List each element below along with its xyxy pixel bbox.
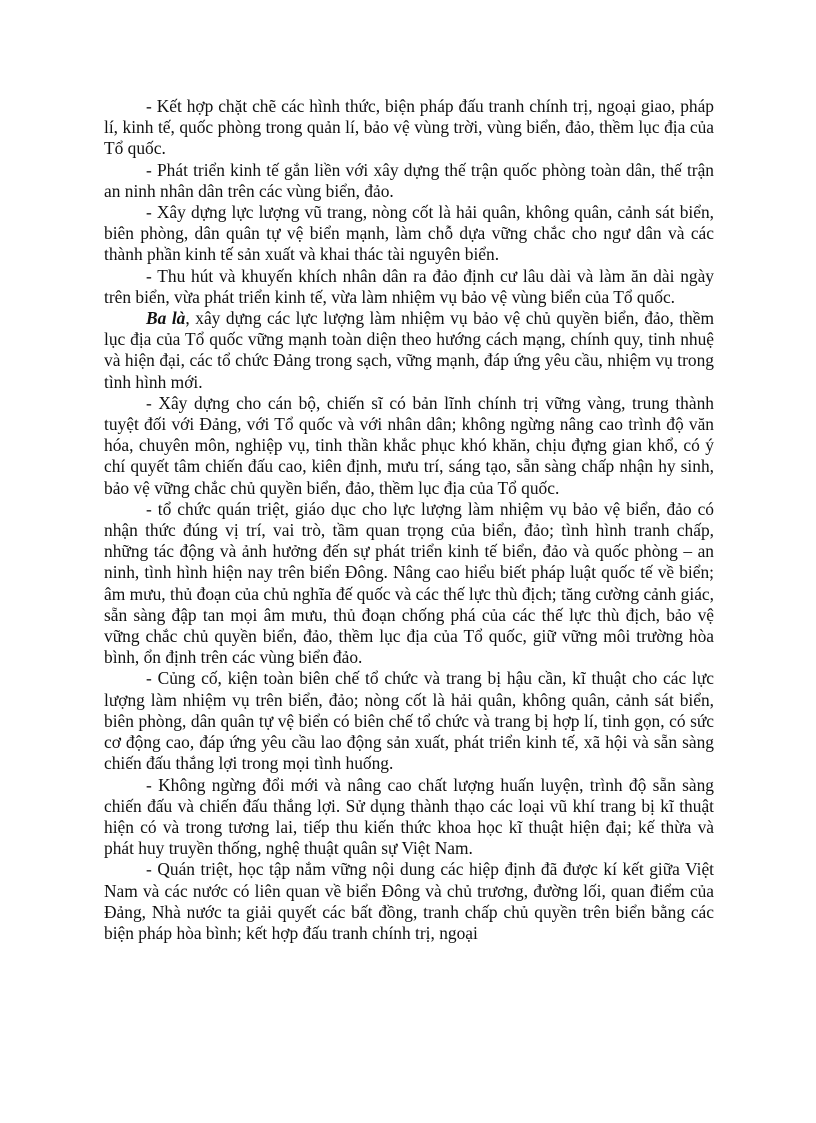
paragraph-text: - Phát triển kinh tế gắn liền với xây dựng thế trận quốc phòng toàn dân, thế trận an ninh nhân dân trên các vùng biển, đảo. <box>104 159 714 201</box>
paragraph-text: - Không ngừng đổi mới và nâng cao chất lượng huấn luyện, trình độ sẵn sàng chiến đấu và chiến đấu thắng lợi. Sử dụng thành thạo các loại vũ khí trang bị kĩ thuật hiện có và trong tương lai, tiếp thu kiến thức khoa học kĩ thuật hiện đại; kế thừa và phát huy truyền thống, nghệ thuật quân sự Việt Nam. <box>104 774 714 859</box>
paragraph <box>104 499 714 669</box>
paragraph-text: - Kết hợp chặt chẽ các hình thức, biện pháp đấu tranh chính trị, ngoại giao, pháp lí, kinh tế, quốc phòng trong quản lí, bảo vệ vùng trời, vùng biển, đảo, thềm lục địa của Tổ quốc. <box>104 96 714 159</box>
paragraph <box>104 266 714 308</box>
paragraph-lead: Ba là <box>146 308 186 329</box>
paragraph-text: - tổ chức quán triệt, giáo dục cho lực lượng làm nhiệm vụ bảo vệ biển, đảo có nhận thức đúng vị trí, vai trò, tầm quan trọng của biển, đảo; tình hình tranh chấp, những tác động và ảnh hưởng đến sự phát triển kinh tế biển, đảo và quốc phòng – an ninh, tình hình hiện nay trên biển Đông. Nâng cao hiểu biết pháp luật quốc tế về biển; âm mưu, thủ đoạn của chủ nghĩa đế quốc và các thế lực thù địch; tăng cường cảnh giác, sẵn sàng đập tan mọi âm mưu, thủ đoạn chống phá của các thế lực thù địch, bảo vệ vững chắc chủ quyền biển, đảo, thềm lục địa của Tổ quốc, giữ vững môi trường hòa bình, ổn định trên các vùng biển đảo. <box>104 498 714 668</box>
paragraph-text: - Xây dựng cho cán bộ, chiến sĩ có bản lĩnh chính trị vững vàng, trung thành tuyệt đối với Đảng, với Tổ quốc và với nhân dân; không ngừng nâng cao trình độ văn hóa, chuyên môn, nghiệp vụ, tinh thần khắc phục khó khăn, chịu đựng gian khổ, có ý chí quyết tâm chiến đấu cao, kiên định, mưu trí, sáng tạo, sẵn sàng chấp nhận hy sinh, bảo vệ vững chắc chủ quyền biển, đảo, thềm lục địa của Tổ quốc. <box>104 392 714 498</box>
paragraph <box>104 859 714 944</box>
paragraph <box>104 393 714 499</box>
paragraph-text: - Củng cố, kiện toàn biên chế tổ chức và trang bị hậu cần, kĩ thuật cho các lực lượng làm nhiệm vụ trên biển, đảo; nòng cốt là hải quân, không quân, cảnh sát biển, biên phòng, dân quân tự vệ biển có biên chế tổ chức và trang bị hợp lí, tinh gọn, có sức cơ động cao, đáp ứng yêu cầu lao động sản xuất, phát triển kinh tế, xã hội và sẵn sàng chiến đấu thắng lợi trong mọi tình huống. <box>104 668 714 774</box>
paragraph-text: , xây dựng các lực lượng làm nhiệm vụ bảo vệ chủ quyền biển, đảo, thềm lục địa của Tổ quốc vững mạnh toàn diện theo hướng cách mạng, chính quy, tinh nhuệ và hiện đại, các tổ chức Đảng trong sạch, vững mạnh, đáp ứng yêu cầu, nhiệm vụ trong tình hình mới. <box>104 308 715 392</box>
paragraph-text: - Quán triệt, học tập nắm vững nội dung các hiệp định đã được kí kết giữa Việt Nam và các nước có liên quan về biển Đông và chủ trương, đường lối, quan điểm của Đảng, Nhà nước ta giải quyết các bất đồng, tranh chấp chủ quyền trên biển bằng các biện pháp hòa bình; kết hợp đấu tranh chính trị, ngoại <box>104 859 714 943</box>
paragraph <box>104 775 714 860</box>
paragraph <box>104 668 714 774</box>
paragraph <box>104 160 714 202</box>
paragraph <box>104 96 714 160</box>
paragraph <box>104 202 714 266</box>
paragraph-text: - Xây dựng lực lượng vũ trang, nòng cốt là hải quân, không quân, cảnh sát biển, biên phòng, dân quân tự vệ biển mạnh, làm chỗ dựa vững chắc cho ngư dân và các thành phần kinh tế sản xuất và khai thác tài nguyên biển. <box>104 202 714 265</box>
paragraph-text: - Thu hút và khuyến khích nhân dân ra đảo định cư lâu dài và làm ăn dài ngày trên biển, vừa phát triển kinh tế, vừa làm nhiệm vụ bảo vệ vùng biển của Tổ quốc. <box>104 265 714 307</box>
paragraph <box>104 308 714 393</box>
